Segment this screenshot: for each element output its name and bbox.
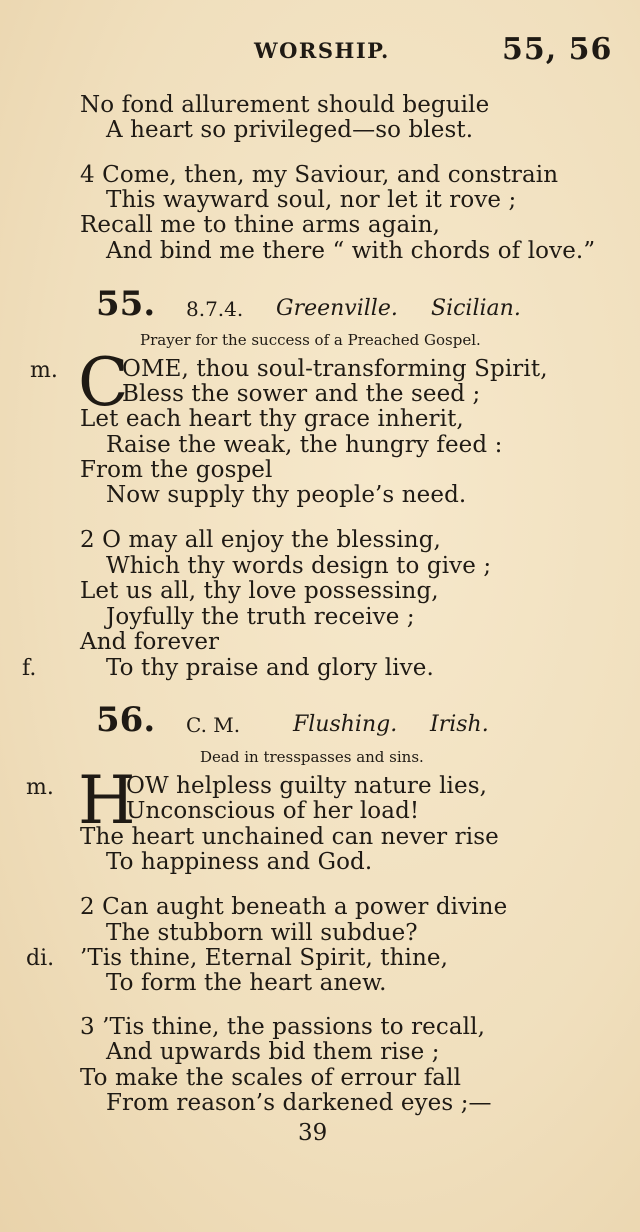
verse-line: A heart so privileged—so blest. [106,117,474,143]
verse-line: ’Tis thine, Eternal Spirit, thine, [80,945,449,971]
verse-line: And upwards bid them rise ; [106,1039,440,1065]
verse-line: 3 ’Tis thine, the passions to recall, [80,1014,485,1040]
verse-line: To happiness and God. [106,849,373,875]
verse-line: To thy praise and glory live. [106,655,434,681]
hymn-56-tune-1: Flushing. [293,712,398,737]
hymn-56-dynamic-diminuendo: di. [26,946,55,971]
hymn-55-tune-2: Sicilian. [431,296,521,321]
verse-line: Joyfully the truth receive ; [106,604,415,630]
hymn-56-meter: C. M. [186,713,241,737]
hymn-55-tune-1: Greenville. [276,296,398,321]
verse-line: Unconscious of her load! [126,798,420,824]
verse-line: No fond allurement should beguile [80,92,490,118]
verse-line: Let us all, thy love possessing, [80,578,439,604]
verse-line: From reason’s darkened eyes ;— [106,1090,492,1116]
hymn-56-subject: Dead in tresspasses and sins. [200,748,424,766]
verse-line: This wayward soul, nor let it rove ; [106,187,517,213]
verse-line: Bless the sower and the seed ; [122,381,481,407]
verse-line: To make the scales of errour fall [80,1065,462,1091]
hymn-55-drop-cap: C [78,344,129,421]
verse-line: Recall me to thine arms again, [80,212,441,238]
hymn-56-tune-2: Irish. [430,712,489,737]
verse-line: And bind me there “ with chords of love.” [106,238,596,264]
hymn-55-subject: Prayer for the success of a Preached Gospel. [140,331,481,349]
running-header-title: WORSHIP. [254,38,390,63]
verse-line: To form the heart anew. [106,970,387,996]
verse-line: And forever [80,629,220,655]
hymn-56-drop-cap: H [78,762,136,839]
verse-line: OW helpless guilty nature lies, [126,773,488,799]
verse-line: Raise the weak, the hungry feed : [106,432,503,458]
hymn-55-dynamic-mark: m. [30,358,58,383]
verse-line: Which thy words design to give ; [106,553,492,579]
verse-line: From the gospel [80,457,273,483]
hymn-56-number: 56. [96,700,156,740]
verse-line: Let each heart thy grace inherit, [80,406,464,432]
verse-line: The heart unchained can never rise [80,824,499,850]
verse-line: The stubborn will subdue? [106,920,418,946]
verse-line: 4 Come, then, my Saviour, and constrain [80,162,559,188]
verse-line: OME, thou soul-transforming Spirit, [122,356,548,382]
running-header-hymn-numbers: 55, 56 [502,32,613,67]
verse-line: Now supply thy people’s need. [106,482,467,508]
verse-line: 2 Can aught beneath a power divine [80,894,508,920]
hymn-55-meter: 8.7.4. [186,297,244,321]
page-number: 39 [298,1120,328,1146]
hymn-55-dynamic-forte: f. [22,656,37,681]
hymn-56-dynamic-mark: m. [26,775,54,800]
hymn-55-number: 55. [96,284,156,324]
verse-line: 2 O may all enjoy the blessing, [80,527,441,553]
